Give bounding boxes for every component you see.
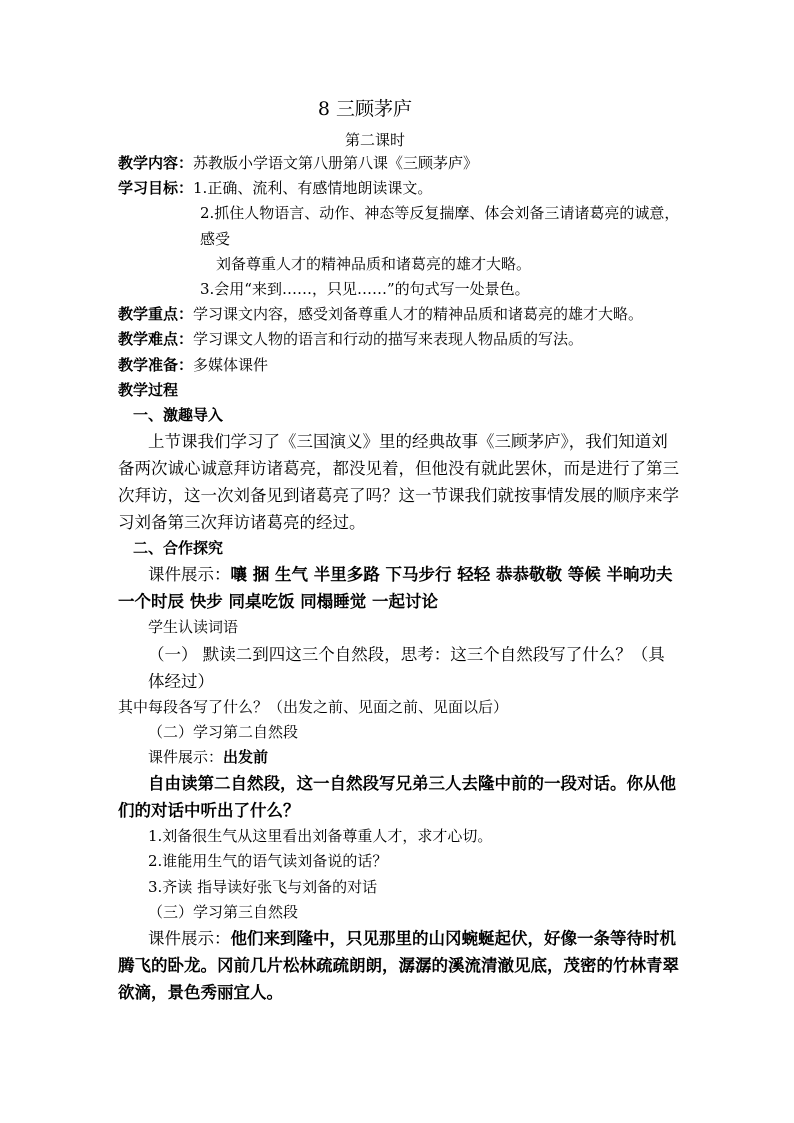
part-2-heading: （二）学习第二自然段 [148, 722, 299, 741]
prep-label: 教学准备： [118, 355, 194, 374]
goal-item-1: 1.正确、流利、有感情地朗读课文。 [193, 179, 433, 198]
prep-text: 多媒体课件 [193, 355, 269, 374]
courseware-2 [118, 745, 680, 770]
section-1-heading: 一、激趣导入 [133, 406, 224, 425]
key-text: 学习课文内容，感受刘备尊重人才的精神品质和诸葛亮的雄才大略。 [193, 305, 644, 324]
note-3: 3.齐读 指导读好张飞与刘备的对话 [148, 877, 378, 896]
content-text: 苏教版小学语文第八册第八课《三顾茅庐》 [193, 154, 479, 172]
content-line [118, 151, 680, 176]
goals-label: 学习目标： [118, 179, 194, 198]
reading-task: 自由读第二自然段，这一自然段写兄弟三人去隆中前的一段对话。你从他们的对话中听出了什么？ [118, 774, 676, 821]
question-1: （一） 默读二到四这三个自然段，思考：这三个自然段写了什么？（具体经过） [148, 644, 665, 691]
courseware-words [118, 561, 680, 615]
process-heading: 教学过程 [118, 380, 179, 399]
key-line [118, 302, 680, 327]
courseware-3-label: 课件展示： [148, 929, 231, 949]
recognize-words: 学生认读词语 [148, 618, 239, 637]
part-3-heading: （三）学习第三自然段 [148, 902, 299, 921]
courseware-2-label: 课件展示： [148, 748, 224, 767]
lesson-subtitle: 第二课时 [344, 131, 405, 149]
courseware-label: 课件展示： [148, 565, 231, 585]
document-body [118, 151, 680, 1006]
word-list: 嚷 捆 生气 半里多路 下马步行 轻轻 恭恭敬敬 等候 半晌功夫 一个时辰 快步 同桌吃饭 同榻睡觉 一起讨论 [118, 565, 673, 612]
question-1b: 其中每段各写了什么？（出发之前、见面之前、见面以后） [118, 697, 509, 716]
difficulty-label: 教学难点： [118, 330, 194, 349]
key-label: 教学重点： [118, 305, 194, 324]
lesson-title: 8 三顾茅庐 [317, 98, 413, 120]
courseware-3 [118, 925, 680, 1006]
note-2: 2.谁能用生气的语气读刘备说的话？ [148, 852, 388, 871]
goal-item-2b: 刘备尊重人才的精神品质和诸葛亮的雄才大略。 [216, 254, 532, 273]
goal-item-3: 3.会用“来到……，只见……”的句式写一处景色。 [200, 280, 530, 299]
courseware-2-text: 出发前 [223, 748, 269, 767]
courseware-3-text: 他们来到隆中，只见那里的山冈蜿蜒起伏，好像一条等待时机腾飞的卧龙。冈前几片松林疏疏朗朗，潺潺的溪流清澈见底，茂密的竹林青翠欲滴，景色秀丽宜人。 [118, 929, 679, 1003]
difficulty-text: 学习课文人物的语言和行动的描写来表现人物品质的写法。 [193, 330, 584, 349]
section-1-paragraph: 上节课我们学习了《三国演义》里的经典故事《三顾茅庐》，我们知道刘备两次诚心诚意拜访诸葛亮，都没见着，但他没有就此罢休，而是进行了第三次拜访，这一次刘备见到诸葛亮了吗？这一节课我们就按事情发展的顺序来学习刘备第三次拜访诸葛亮的经过。 [118, 432, 679, 533]
difficulty-line [118, 327, 680, 352]
content-label: 教学内容： [118, 154, 194, 172]
goals-line [118, 176, 680, 201]
section-2-heading: 二、合作探究 [133, 539, 224, 558]
note-1: 1.刘备很生气从这里看出刘备尊重人才，求才心切。 [148, 827, 493, 846]
goal-item-2a: 2.抓住人物语言、动作、神态等反复揣摩、体会刘备三请诸葛亮的诚意，感受 [200, 204, 680, 248]
prep-line [118, 353, 680, 378]
